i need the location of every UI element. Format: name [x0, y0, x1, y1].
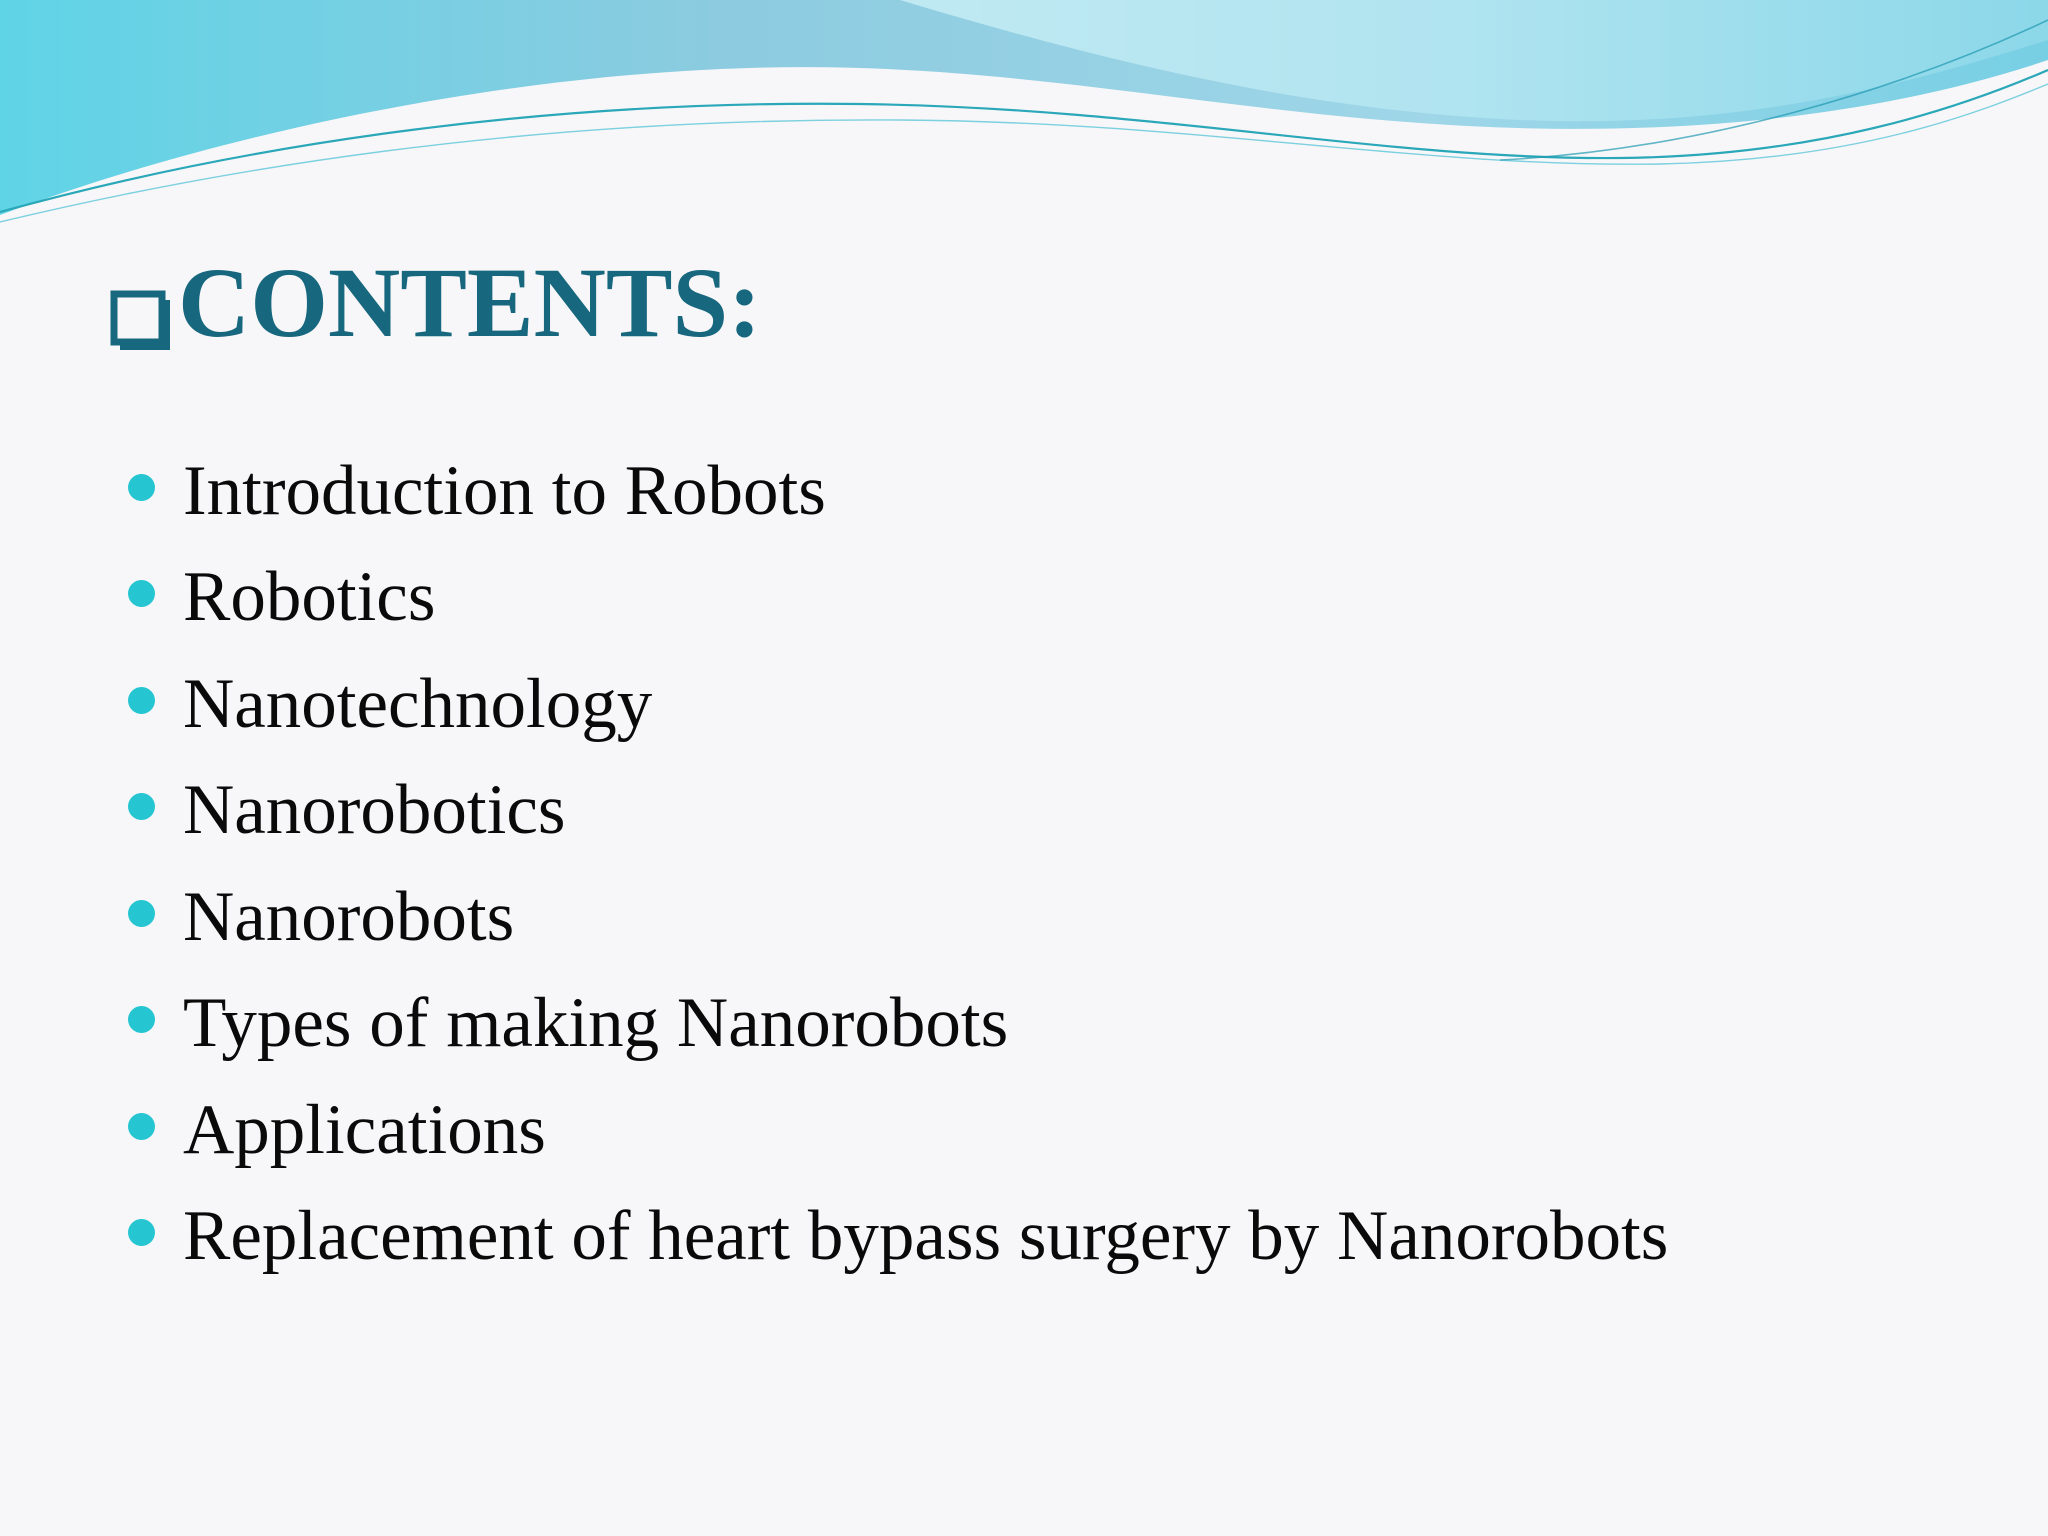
round-bullet-icon	[128, 1219, 155, 1246]
list-item-label: Replacement of heart bypass surgery by Nanorobots	[183, 1197, 1669, 1276]
list-item	[128, 864, 1668, 971]
list-item	[128, 971, 1668, 1078]
list-item	[128, 1077, 1668, 1184]
list-item	[128, 1184, 1668, 1291]
header-wave-decoration	[0, 0, 2048, 240]
list-item-label: Types of making Nanorobots	[183, 984, 1009, 1063]
slide-title	[110, 248, 761, 358]
list-item	[128, 651, 1668, 758]
round-bullet-icon	[128, 580, 155, 607]
list-item-label: Robotics	[183, 558, 436, 637]
round-bullet-icon	[128, 900, 155, 927]
square-shadow-bullet-icon	[110, 271, 174, 335]
round-bullet-icon	[128, 474, 155, 501]
list-item	[128, 438, 1668, 545]
contents-list	[128, 438, 1668, 1290]
round-bullet-icon	[128, 1113, 155, 1140]
list-item-label: Applications	[183, 1090, 546, 1169]
list-item-label: Introduction to Robots	[183, 451, 826, 530]
list-item-label: Nanorobots	[183, 877, 515, 956]
round-bullet-icon	[128, 1006, 155, 1033]
round-bullet-icon	[128, 793, 155, 820]
list-item-label: Nanorobotics	[183, 771, 566, 850]
list-item	[128, 758, 1668, 865]
list-item-label: Nanotechnology	[183, 664, 653, 743]
list-item	[128, 545, 1668, 652]
slide-title-text: CONTENTS:	[178, 247, 762, 358]
round-bullet-icon	[128, 687, 155, 714]
